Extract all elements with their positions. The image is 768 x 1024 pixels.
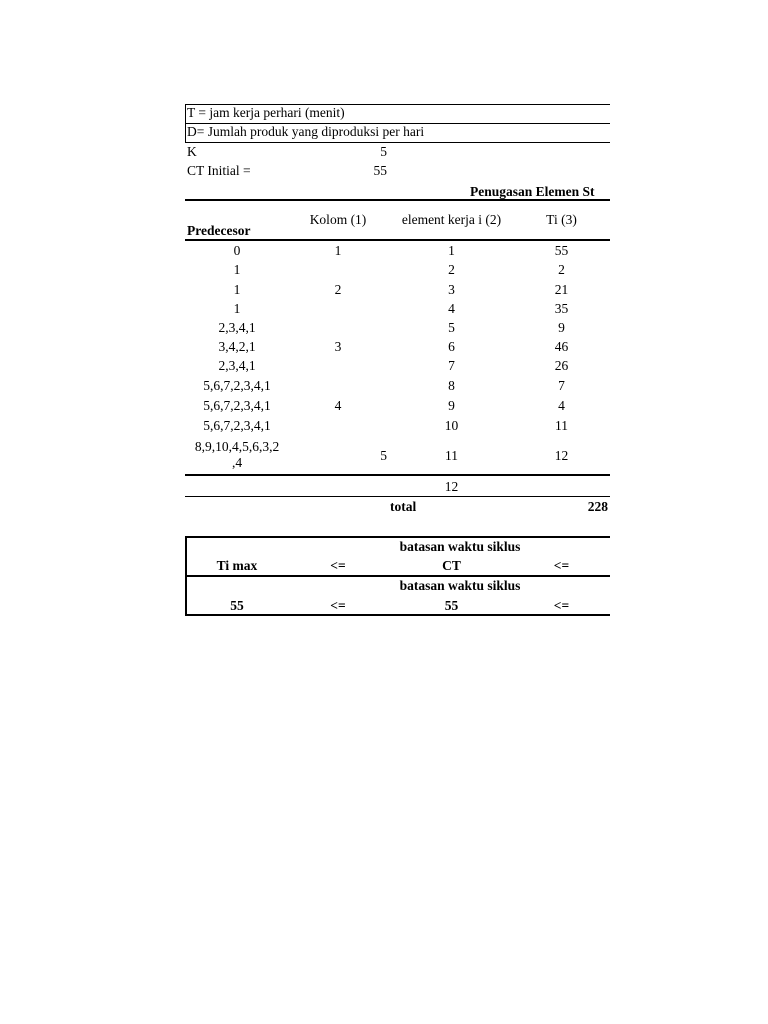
header-ti: Ti (3)	[546, 212, 577, 227]
le-symbol-3: <=	[330, 598, 346, 613]
constraint-border-top	[185, 536, 610, 538]
predecesor-cell: 1	[233, 301, 241, 316]
predecesor-cell: 1	[233, 282, 241, 297]
constraint-border-mid	[185, 575, 610, 577]
section-title: Penugasan Elemen St	[470, 184, 595, 199]
predecesor-cell: 0	[233, 243, 241, 258]
predecesor-cell: 5,6,7,2,3,4,1	[203, 418, 271, 433]
predecesor-cell: 2,3,4,1	[218, 320, 256, 335]
table-border-top	[185, 199, 610, 201]
le-symbol-4: <=	[553, 598, 570, 613]
total-value: 228	[587, 499, 608, 514]
element-cell: 9	[448, 398, 455, 413]
element-cell: 11	[445, 448, 458, 463]
element-cell: 6	[448, 339, 455, 354]
ti-cell: 9	[558, 320, 565, 335]
t-label: T = jam kerja perhari (menit)	[187, 105, 345, 120]
predecesor-cell: 3,4,2,1	[218, 339, 256, 354]
predecesor-cell: 5,6,7,2,3,4,1	[203, 378, 271, 393]
ti-cell: 55	[554, 243, 569, 258]
le-symbol-1: <=	[330, 558, 346, 573]
element-cell: 8	[448, 378, 455, 393]
ct-label: CT	[442, 558, 461, 573]
element-cell: 5	[448, 320, 455, 335]
constraint-header-top: batasan waktu siklus	[399, 539, 521, 554]
kolom-cell: 5	[380, 448, 387, 463]
ti-cell: 46	[554, 339, 569, 354]
element-cell: 1	[448, 243, 455, 258]
element-cell: 7	[448, 358, 455, 373]
ti-max-label: Ti max	[216, 558, 258, 573]
ct-value: 55	[444, 598, 459, 613]
total-label: total	[390, 499, 417, 514]
k-label: K	[187, 144, 197, 159]
ti-cell: 21	[554, 282, 569, 297]
ti-cell: 4	[558, 398, 565, 413]
kolom-cell: 1	[334, 243, 342, 258]
param-border-bottom	[185, 142, 610, 143]
predecesor-cell: 5,6,7,2,3,4,1	[203, 398, 271, 413]
ct-initial-value: 55	[373, 163, 387, 178]
ti-cell: 26	[554, 358, 569, 373]
ti-cell: 11	[555, 418, 568, 433]
element-cell: 3	[448, 282, 455, 297]
ti-cell: 35	[554, 301, 569, 316]
header-border-bottom	[185, 239, 610, 241]
header-element: element kerja i (2)	[401, 212, 502, 227]
ti-max-value: 55	[230, 598, 244, 613]
kolom-cell: 3	[334, 339, 342, 354]
constraint-border-bottom	[185, 614, 610, 616]
element-cell: 4	[448, 301, 455, 316]
element-cell: 10	[444, 418, 459, 433]
table-body-border-bottom	[185, 474, 610, 476]
ct-initial-label: CT Initial =	[187, 163, 251, 178]
predecesor-cell: 2,3,4,1	[218, 358, 256, 373]
param-border-left	[185, 104, 186, 143]
predecesor-cell: 1	[233, 262, 241, 277]
kolom-cell: 4	[334, 398, 342, 413]
header-predecesor: Predecesor	[187, 223, 251, 238]
ti-cell: 2	[558, 262, 565, 277]
extra-row-border	[185, 496, 610, 497]
predecesor-cell: 8,9,10,4,5,6,3,2 ,4	[194, 439, 280, 470]
kolom-cell: 2	[334, 282, 342, 297]
extra-element: 12	[444, 479, 459, 494]
k-value: 5	[380, 144, 387, 159]
constraint-header-bottom: batasan waktu siklus	[399, 578, 521, 593]
element-cell: 2	[448, 262, 455, 277]
ti-cell: 12	[554, 448, 569, 463]
header-kolom: Kolom (1)	[309, 212, 367, 227]
d-label: D= Jumlah produk yang diproduksi per hari	[187, 124, 425, 139]
ti-cell: 7	[558, 378, 565, 393]
le-symbol-2: <=	[553, 558, 570, 573]
